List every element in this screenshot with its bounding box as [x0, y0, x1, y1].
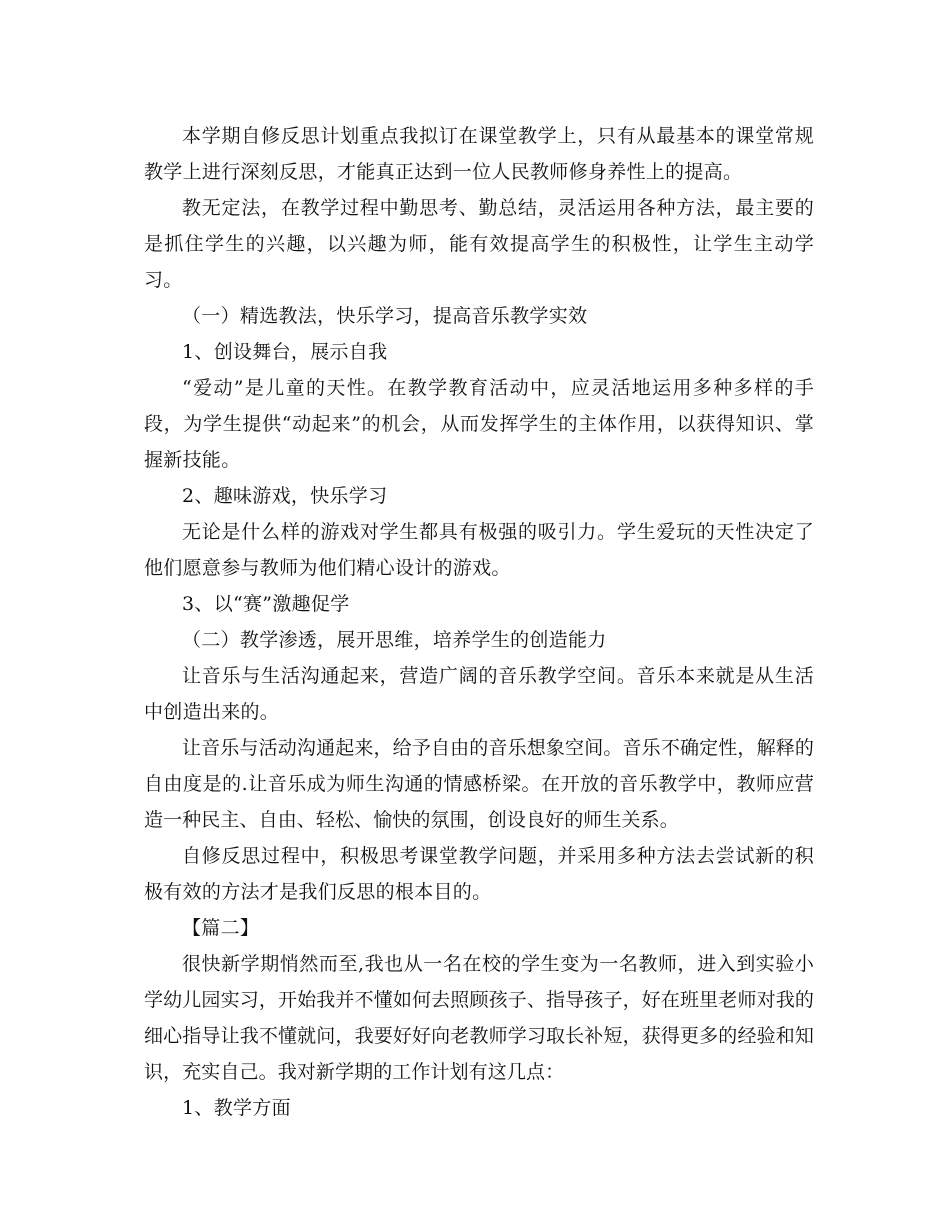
- document-body: [144, 118, 814, 1126]
- heading-item-1: 1、创设舞台，展示自我: [182, 341, 388, 363]
- paragraph-reflection: 自修反思过程中，积极思考课堂教学问题，并采用多种方法去尝试新的积极有效的方法才是我们反思的根本目的。: [144, 845, 814, 903]
- heading-teaching-aspect: 1、教学方面: [182, 1097, 291, 1119]
- heading-section-two: （二）教学渗透，展开思维，培养学生的创造能力: [182, 629, 607, 651]
- paragraph-music-activity: 让音乐与活动沟通起来，给予自由的音乐想象空间。音乐不确定性，解释的自由度是的.让音乐成为师生沟通的情感桥梁。在开放的音乐教学中，教师应营造一种民主、自由、轻松、愉快的氛围，创设良好的师生关系。: [144, 737, 814, 831]
- paragraph-games: 无论是什么样的游戏对学生都具有极强的吸引力。学生爱玩的天性决定了他们愿意参与教师为他们精心设计的游戏。: [144, 521, 814, 579]
- paragraph-active-nature: “爱动”是儿童的天性。在教学教育活动中，应灵活地运用多种多样的手段，为学生提供“动起来”的机会，从而发挥学生的主体作用，以获得知识、掌握新技能。: [144, 377, 814, 471]
- heading-part-two: 【篇二】: [182, 917, 260, 939]
- heading-section-one: （一）精选教法，快乐学习，提高音乐教学实效: [182, 305, 588, 327]
- paragraph-music-life: 让音乐与生活沟通起来，营造广阔的音乐教学空间。音乐本来就是从生活中创造出来的。: [144, 665, 814, 723]
- heading-item-2: 2、趣味游戏，快乐学习: [182, 485, 388, 507]
- paragraph-intro: 本学期自修反思计划重点我拟订在课堂教学上，只有从最基本的课堂常规教学上进行深刻反思，才能真正达到一位人民教师修身养性上的提高。: [144, 125, 814, 183]
- paragraph-new-semester: 很快新学期悄然而至,我也从一名在校的学生变为一名教师，进入到实验小学幼儿园实习，开始我并不懂如何去照顾孩子、指导孩子，好在班里老师对我的细心指导让我不懂就问，我要好好向老教师学习取长补短，获得更多的经验和知识，充实自己。我对新学期的工作计划有这几点：: [144, 953, 814, 1083]
- paragraph-teaching-method: 教无定法，在教学过程中勤思考、勤总结，灵活运用各种方法，最主要的是抓住学生的兴趣，以兴趣为师，能有效提高学生的积极性，让学生主动学习。: [144, 197, 814, 291]
- heading-item-3: 3、以“赛”激趣促学: [182, 593, 350, 615]
